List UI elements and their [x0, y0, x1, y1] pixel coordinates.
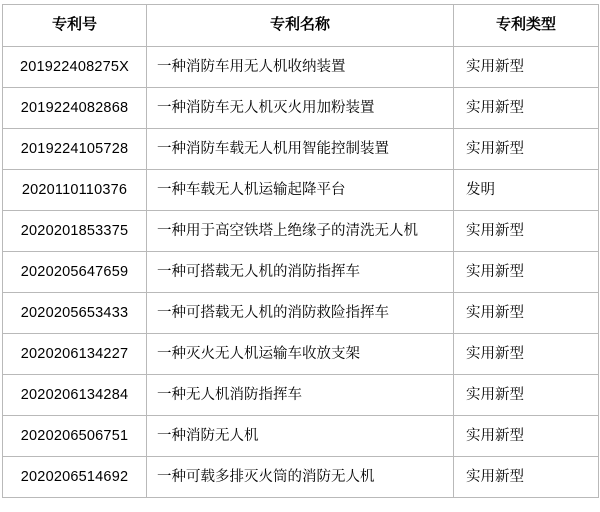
column-header-patent-name: 专利名称 [147, 5, 454, 47]
cell-patent-name: 一种可搭载无人机的消防救险指挥车 [147, 293, 454, 334]
table-row [3, 334, 599, 375]
cell-patent-name: 一种可载多排灭火筒的消防无人机 [147, 457, 454, 498]
cell-patent-name: 一种灭火无人机运输车收放支架 [147, 334, 454, 375]
cell-patent-number: 2019224105728 [3, 129, 147, 170]
column-header-patent-number: 专利号 [3, 5, 147, 47]
cell-patent-type: 实用新型 [454, 211, 599, 252]
cell-patent-number: 2020205653433 [3, 293, 147, 334]
cell-patent-number: 2020206134227 [3, 334, 147, 375]
cell-patent-name: 一种消防车用无人机收纳装置 [147, 47, 454, 88]
column-header-patent-type: 专利类型 [454, 5, 599, 47]
cell-patent-name: 一种消防车无人机灭火用加粉装置 [147, 88, 454, 129]
cell-patent-type: 发明 [454, 170, 599, 211]
cell-patent-name: 一种用于高空铁塔上绝缘子的清洗无人机 [147, 211, 454, 252]
cell-patent-number: 2020201853375 [3, 211, 147, 252]
cell-patent-number: 2020205647659 [3, 252, 147, 293]
cell-patent-name: 一种无人机消防指挥车 [147, 375, 454, 416]
table-row [3, 375, 599, 416]
table-row [3, 88, 599, 129]
cell-patent-type: 实用新型 [454, 334, 599, 375]
table-row [3, 211, 599, 252]
cell-patent-type: 实用新型 [454, 416, 599, 457]
cell-patent-type: 实用新型 [454, 252, 599, 293]
cell-patent-number: 2020206134284 [3, 375, 147, 416]
patent-table [2, 4, 599, 498]
cell-patent-type: 实用新型 [454, 293, 599, 334]
table-row [3, 129, 599, 170]
cell-patent-name: 一种可搭载无人机的消防指挥车 [147, 252, 454, 293]
table-row [3, 47, 599, 88]
table-body [3, 47, 599, 498]
cell-patent-type: 实用新型 [454, 88, 599, 129]
cell-patent-number: 2020206514692 [3, 457, 147, 498]
cell-patent-name: 一种车载无人机运输起降平台 [147, 170, 454, 211]
table-header [3, 5, 599, 47]
cell-patent-type: 实用新型 [454, 129, 599, 170]
cell-patent-number: 2019224082868 [3, 88, 147, 129]
table-row [3, 170, 599, 211]
table-row [3, 252, 599, 293]
cell-patent-type: 实用新型 [454, 457, 599, 498]
cell-patent-type: 实用新型 [454, 47, 599, 88]
cell-patent-number: 2020206506751 [3, 416, 147, 457]
table-row [3, 457, 599, 498]
cell-patent-name: 一种消防无人机 [147, 416, 454, 457]
table-row [3, 293, 599, 334]
cell-patent-name: 一种消防车载无人机用智能控制装置 [147, 129, 454, 170]
table-row [3, 416, 599, 457]
table-header-row [3, 5, 599, 47]
cell-patent-type: 实用新型 [454, 375, 599, 416]
cell-patent-number: 201922408275X [3, 47, 147, 88]
cell-patent-number: 2020110110376 [3, 170, 147, 211]
